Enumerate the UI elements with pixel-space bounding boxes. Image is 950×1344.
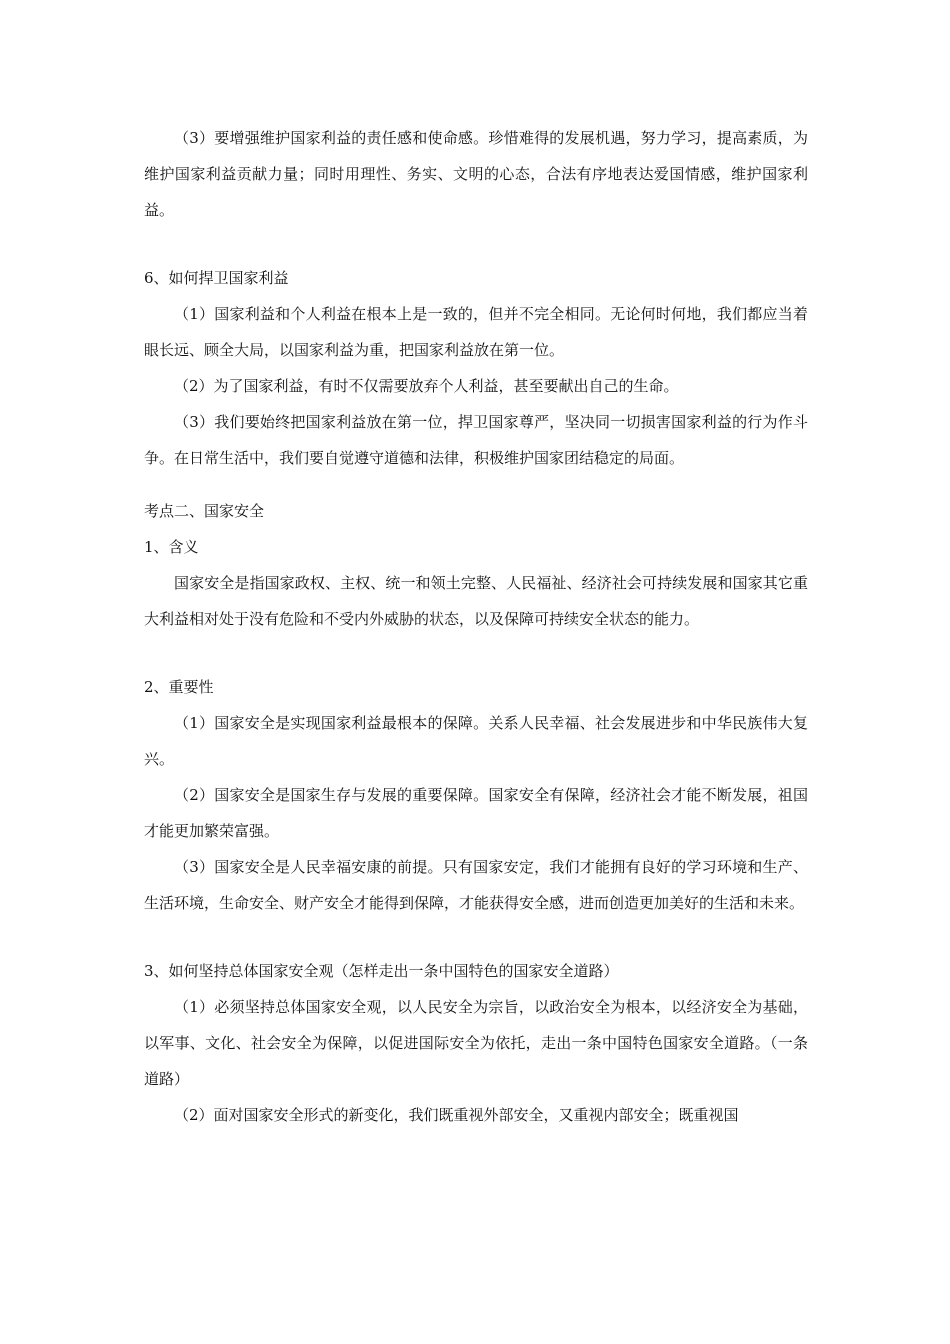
heading-importance: 2、重要性: [144, 678, 214, 696]
document-body: [144, 120, 808, 1133]
paragraph-defend-item-1: （1）国家利益和个人利益在根本上是一致的，但并不完全相同。无论何时何地，我们都应当着眼长远、顾全大局，以国家利益为重，把国家利益放在第一位。: [144, 305, 808, 359]
paragraph-defend-item-2: （2）为了国家利益，有时不仅需要放弃个人利益，甚至要献出自己的生命。: [174, 377, 679, 395]
paragraph-importance-1: （1）国家安全是实现国家利益最根本的保障。关系人民幸福、社会发展进步和中华民族伟大复兴。: [144, 714, 808, 768]
paragraph-holistic-1: （1）必须坚持总体国家安全观，以人民安全为宗旨，以政治安全为根本，以经济安全为基础，以军事、文化、社会安全为保障，以促进国际安全为依托，走出一条中国特色国家安全道路。（一条道路）: [144, 998, 808, 1088]
paragraph-defend-item-3: （3）我们要始终把国家利益放在第一位，捍卫国家尊严，坚决同一切损害国家利益的行为作斗争。在日常生活中，我们要自觉遵守道德和法律，积极维护国家团结稳定的局面。: [144, 413, 808, 467]
paragraph-importance-2: （2）国家安全是国家生存与发展的重要保障。国家安全有保障，经济社会才能不断发展，祖国才能更加繁荣富强。: [144, 786, 808, 840]
paragraph-interest-item-3: （3）要增强维护国家利益的责任感和使命感。珍惜难得的发展机遇，努力学习，提高素质，为维护国家利益贡献力量；同时用理性、务实、文明的心态，合法有序地表达爱国情感，维护国家利益。: [144, 129, 808, 219]
paragraph-importance-3: （3）国家安全是人民幸福安康的前提。只有国家安定，我们才能拥有良好的学习环境和生产、生活环境，生命安全、财产安全才能得到保障，才能获得安全感，进而创造更加美好的生活和未来。: [144, 858, 808, 912]
heading-national-security: 考点二、国家安全: [144, 502, 265, 520]
paragraph-security-meaning: 国家安全是指国家政权、主权、统一和领土完整、人民福祉、经济社会可持续发展和国家其它重大利益相对处于没有危险和不受内外威胁的状态，以及保障可持续安全状态的能力。: [144, 574, 808, 628]
spacer: [144, 476, 808, 493]
paragraph-holistic-2: （2）面对国家安全形式的新变化，我们既重视外部安全，又重视内部安全；既重视国: [174, 1106, 739, 1124]
spacer: [144, 921, 808, 953]
spacer: [144, 637, 808, 669]
heading-defend-national-interest: 6、如何捍卫国家利益: [144, 269, 289, 287]
heading-meaning: 1、含义: [144, 538, 199, 556]
heading-holistic-security: 3、如何坚持总体国家安全观（怎样走出一条中国特色的国家安全道路）: [144, 962, 619, 980]
spacer: [144, 228, 808, 260]
